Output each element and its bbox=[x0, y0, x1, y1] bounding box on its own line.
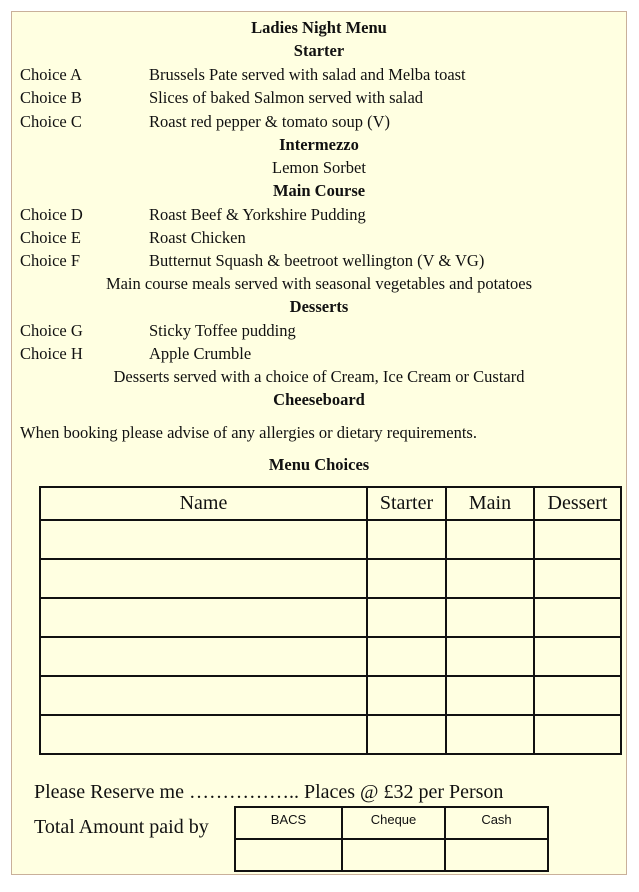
payment-method-table bbox=[234, 806, 549, 872]
payment-header-cheque: Cheque bbox=[342, 807, 445, 839]
cheque-cell[interactable] bbox=[342, 839, 445, 871]
menu-choices-heading: Menu Choices bbox=[268, 455, 370, 474]
main-cell[interactable] bbox=[446, 676, 534, 715]
cheeseboard-heading: Cheeseboard bbox=[273, 390, 365, 409]
starter-choice-b-desc: Slices of baked Salmon served with salad bbox=[149, 88, 424, 107]
table-row bbox=[40, 559, 621, 598]
table-row bbox=[40, 520, 621, 559]
menu-title: Ladies Night Menu bbox=[251, 18, 387, 37]
reserve-places-line: Please Reserve me …………….. Places @ £32 per Person bbox=[34, 781, 504, 803]
main-cell[interactable] bbox=[446, 598, 534, 637]
starter-choice-c-label: Choice C bbox=[20, 112, 82, 131]
column-header-name: Name bbox=[40, 487, 367, 520]
name-cell[interactable] bbox=[40, 520, 367, 559]
payment-entry-row bbox=[235, 839, 548, 871]
table-row bbox=[40, 676, 621, 715]
starter-choice-b-label: Choice B bbox=[20, 88, 82, 107]
column-header-dessert: Dessert bbox=[534, 487, 621, 520]
main-cell[interactable] bbox=[446, 637, 534, 676]
main-course-note: Main course meals served with seasonal vegetables and potatoes bbox=[105, 274, 533, 293]
column-header-main: Main bbox=[446, 487, 534, 520]
table-row bbox=[40, 715, 621, 754]
dessert-cell[interactable] bbox=[534, 559, 621, 598]
name-cell[interactable] bbox=[40, 676, 367, 715]
dessert-cell[interactable] bbox=[534, 637, 621, 676]
cash-cell[interactable] bbox=[445, 839, 548, 871]
payment-header-bacs: BACS bbox=[235, 807, 342, 839]
bacs-cell[interactable] bbox=[235, 839, 342, 871]
table-row bbox=[40, 637, 621, 676]
main-choice-d-label: Choice D bbox=[20, 205, 83, 224]
dessert-choice-g-label: Choice G bbox=[20, 321, 83, 340]
main-choice-f-label: Choice F bbox=[20, 251, 81, 270]
starter-cell[interactable] bbox=[367, 676, 446, 715]
main-choice-d-desc: Roast Beef & Yorkshire Pudding bbox=[149, 205, 366, 224]
payment-header-cash: Cash bbox=[445, 807, 548, 839]
main-course-heading: Main Course bbox=[272, 181, 366, 200]
desserts-note: Desserts served with a choice of Cream, Ice Cream or Custard bbox=[113, 367, 525, 386]
column-header-starter: Starter bbox=[367, 487, 446, 520]
name-cell[interactable] bbox=[40, 598, 367, 637]
starter-cell[interactable] bbox=[367, 637, 446, 676]
intermezzo-item: Lemon Sorbet bbox=[272, 158, 366, 177]
desserts-heading: Desserts bbox=[289, 297, 349, 316]
dessert-cell[interactable] bbox=[534, 676, 621, 715]
starter-choice-a-label: Choice A bbox=[20, 65, 82, 84]
main-choice-e-label: Choice E bbox=[20, 228, 81, 247]
dessert-cell[interactable] bbox=[534, 520, 621, 559]
starter-cell[interactable] bbox=[367, 715, 446, 754]
name-cell[interactable] bbox=[40, 715, 367, 754]
payment-header-row bbox=[235, 807, 548, 839]
menu-choices-header-row bbox=[40, 487, 621, 520]
main-choice-f-desc: Butternut Squash & beetroot wellington (V & VG) bbox=[149, 251, 485, 270]
main-cell[interactable] bbox=[446, 715, 534, 754]
main-choice-e-desc: Roast Chicken bbox=[149, 228, 246, 247]
dessert-choice-h-desc: Apple Crumble bbox=[149, 344, 252, 363]
starter-cell[interactable] bbox=[367, 520, 446, 559]
dessert-cell[interactable] bbox=[534, 598, 621, 637]
dessert-choice-g-desc: Sticky Toffee pudding bbox=[149, 321, 296, 340]
dessert-cell[interactable] bbox=[534, 715, 621, 754]
dessert-choice-h-label: Choice H bbox=[20, 344, 83, 363]
intermezzo-heading: Intermezzo bbox=[279, 135, 359, 154]
starter-heading: Starter bbox=[293, 41, 345, 60]
starter-choice-c-desc: Roast red pepper & tomato soup (V) bbox=[149, 112, 391, 131]
name-cell[interactable] bbox=[40, 637, 367, 676]
main-cell[interactable] bbox=[446, 559, 534, 598]
total-amount-paid-label: Total Amount paid by bbox=[34, 816, 209, 838]
starter-cell[interactable] bbox=[367, 598, 446, 637]
allergy-note: When booking please advise of any allergies or dietary requirements. bbox=[20, 423, 477, 442]
starter-choice-a-desc: Brussels Pate served with salad and Melba toast bbox=[149, 65, 466, 84]
name-cell[interactable] bbox=[40, 559, 367, 598]
menu-page bbox=[11, 11, 627, 875]
starter-cell[interactable] bbox=[367, 559, 446, 598]
table-row bbox=[40, 598, 621, 637]
main-cell[interactable] bbox=[446, 520, 534, 559]
menu-choices-table bbox=[39, 486, 622, 755]
